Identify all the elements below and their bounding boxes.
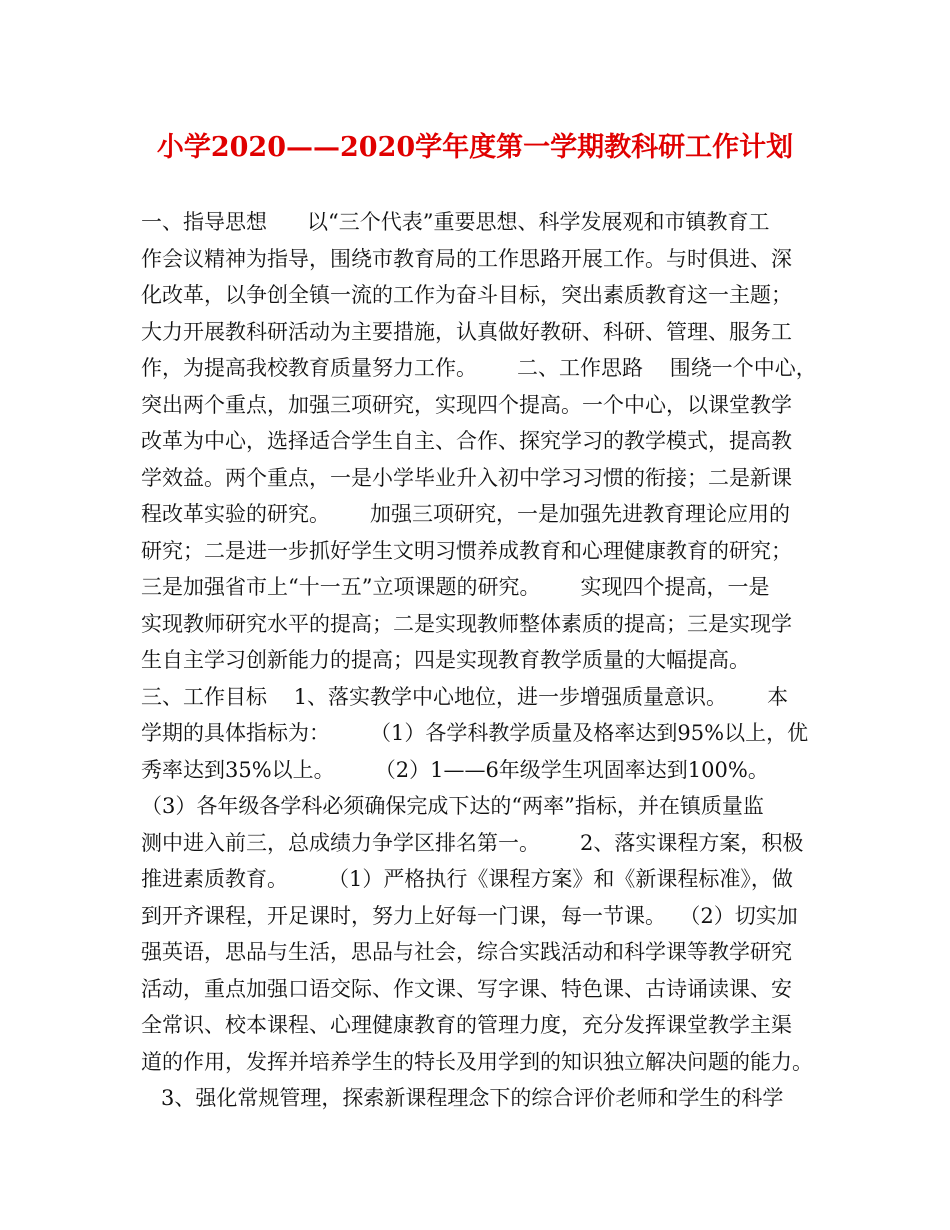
document-title: 小学2020——2020学年度第一学期教科研工作计划 — [156, 132, 794, 163]
document-page: 小学2020——2020学年度第一学期教科研工作计划 一、指导思想 以“三个代表”重要思想、科学发展观和市镇教育工 作会议精神为指导，围绕市教育局的工作思路开展工作。与时俱进、深 化改革，以争创全镇一流的工作为奋斗目标，突出素质教育这一主题； 大力开展教科研活动为主要措施，认真做好教研、科研、管理、服务工 作，为提高我校教育质量努力工作。 二、工作思路 围绕一个中心， 突出两个重点，加强三项研究，实现四个提高。一个中心，以课堂教学 改革为中心，选择适合学生自主、合作、探究学习的教学模式，提高教 学效益。两个重点，一是小学毕业升入初中学习习惯的衔接；二是新课 程改革实验的研究。 加强三项研究，一是加强先进教育理论应用的 研究；二是进一步抓好学生文明习惯养成教育和心理健康教育的研究； 三是加强省市上“十一五”立项课题的研究。 实现四个提高，一是 实现教师研究水平的提高；二是实现教师整体素质的提高；三是实现学 生自主学习创新能力的提高；四是实现教育教学质量的大幅提高。 三、工作目标 1、落实教学中心地位，进一步增强质量意识。 本 学期的具体指标为： （1）各学科教学质量及格率达到95%以上，优 秀率达到35%以上。 （2）1——6年级学生巩固率达到100%。 （3）各年级各学科必须确保完成下达的“两率”指标，并在镇质量监 测中进入前三，总成绩力争学区排名第一。 2、落实课程方案，积极 推进素质教育。 （1）严格执行《课程方案》和《新课程标准》，做 到开齐课程，开足课时，努力上好每一门课，每一节课。 （2）切实加 强英语，思品与生活，思品与社会，综合实践活动和科学课等教学研究 活动，重点加强口语交际、作文课、写字课、特色课、古诗诵读课、安 全常识、校本课程、心理健康教育的管理力度，充分发挥课堂教学主渠 道的作用，发挥并培养学生的特长及用学到的知识独立解决问题的能力。 3、强化常规管理，探索新课程理念下的综合评价老师和学生的科学 — [0, 0, 950, 1230]
